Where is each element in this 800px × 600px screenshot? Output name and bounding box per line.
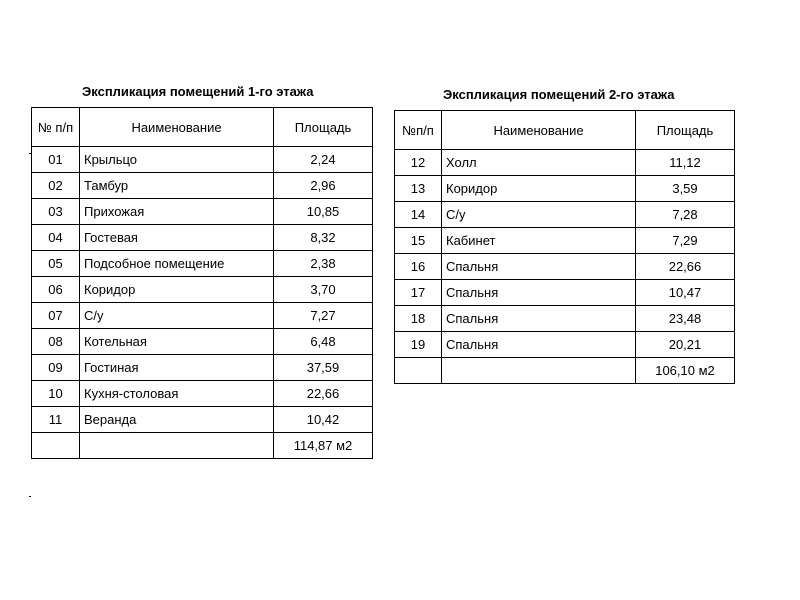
cell-area: 7,28 — [636, 202, 735, 228]
table-row — [32, 173, 373, 199]
cell-area: 7,27 — [274, 303, 373, 329]
cell-name: Спальня — [442, 280, 636, 306]
cell-num: 16 — [395, 254, 442, 280]
cell-num: 05 — [32, 251, 80, 277]
cell-area: 11,12 — [636, 150, 735, 176]
cell-name: Крыльцо — [80, 147, 274, 173]
cell-area: 20,21 — [636, 332, 735, 358]
cell-num: 17 — [395, 280, 442, 306]
cell-area: 2,38 — [274, 251, 373, 277]
total-area: 114,87 м2 — [274, 433, 373, 459]
empty-cell — [442, 358, 636, 384]
empty-cell — [32, 433, 80, 459]
table-row — [32, 251, 373, 277]
cell-name: Коридор — [80, 277, 274, 303]
table1-header-num: № п/п — [32, 108, 80, 147]
empty-cell — [80, 433, 274, 459]
cell-name: Спальня — [442, 306, 636, 332]
cell-area: 10,85 — [274, 199, 373, 225]
table-row — [32, 277, 373, 303]
cell-num: 14 — [395, 202, 442, 228]
stray-mark — [29, 496, 31, 497]
cell-name: Коридор — [442, 176, 636, 202]
cell-name: Прихожая — [80, 199, 274, 225]
table1-title: Экспликация помещений 1-го этажа — [82, 84, 314, 99]
cell-name: Холл — [442, 150, 636, 176]
cell-num: 04 — [32, 225, 80, 251]
table-row — [32, 147, 373, 173]
cell-num: 11 — [32, 407, 80, 433]
cell-num: 13 — [395, 176, 442, 202]
cell-name: Кабинет — [442, 228, 636, 254]
table2-header-area: Площадь — [636, 111, 735, 150]
cell-num: 02 — [32, 173, 80, 199]
table-row — [395, 228, 735, 254]
cell-name: Котельная — [80, 329, 274, 355]
table-row — [32, 381, 373, 407]
table-row — [395, 280, 735, 306]
table-row — [32, 329, 373, 355]
cell-num: 07 — [32, 303, 80, 329]
table-row — [395, 332, 735, 358]
total-row — [395, 358, 735, 384]
cell-name: С/у — [442, 202, 636, 228]
cell-area: 3,70 — [274, 277, 373, 303]
cell-area: 2,96 — [274, 173, 373, 199]
table-row — [32, 303, 373, 329]
cell-area: 6,48 — [274, 329, 373, 355]
cell-name: Спальня — [442, 332, 636, 358]
table-row — [32, 225, 373, 251]
cell-num: 03 — [32, 199, 80, 225]
cell-num: 19 — [395, 332, 442, 358]
table-row — [32, 407, 373, 433]
cell-num: 09 — [32, 355, 80, 381]
cell-area: 22,66 — [274, 381, 373, 407]
total-row — [32, 433, 373, 459]
empty-cell — [395, 358, 442, 384]
cell-area: 8,32 — [274, 225, 373, 251]
cell-name: Спальня — [442, 254, 636, 280]
cell-num: 15 — [395, 228, 442, 254]
table-row — [395, 254, 735, 280]
cell-num: 08 — [32, 329, 80, 355]
cell-num: 10 — [32, 381, 80, 407]
cell-name: Кухня-столовая — [80, 381, 274, 407]
cell-name: Веранда — [80, 407, 274, 433]
table2-header-row — [395, 111, 735, 150]
table2 — [394, 110, 735, 384]
table1-header-name: Наименование — [80, 108, 274, 147]
cell-area: 3,59 — [636, 176, 735, 202]
table-row — [395, 176, 735, 202]
table-row — [32, 199, 373, 225]
cell-num: 01 — [32, 147, 80, 173]
table-row — [395, 306, 735, 332]
cell-num: 06 — [32, 277, 80, 303]
table1-header-area: Площадь — [274, 108, 373, 147]
cell-name: Подсобное помещение — [80, 251, 274, 277]
cell-area: 7,29 — [636, 228, 735, 254]
cell-area: 10,42 — [274, 407, 373, 433]
table2-header-num: №п/п — [395, 111, 442, 150]
cell-name: Гостевая — [80, 225, 274, 251]
cell-area: 22,66 — [636, 254, 735, 280]
cell-area: 2,24 — [274, 147, 373, 173]
cell-num: 18 — [395, 306, 442, 332]
cell-name: С/у — [80, 303, 274, 329]
cell-area: 37,59 — [274, 355, 373, 381]
table-row — [32, 355, 373, 381]
cell-name: Тамбур — [80, 173, 274, 199]
cell-area: 10,47 — [636, 280, 735, 306]
table2-header-name: Наименование — [442, 111, 636, 150]
table1-header-row — [32, 108, 373, 147]
table-row — [395, 202, 735, 228]
table2-title: Экспликация помещений 2-го этажа — [443, 87, 675, 102]
total-area: 106,10 м2 — [636, 358, 735, 384]
cell-area: 23,48 — [636, 306, 735, 332]
table-row — [395, 150, 735, 176]
table1 — [31, 107, 373, 459]
cell-num: 12 — [395, 150, 442, 176]
cell-name: Гостиная — [80, 355, 274, 381]
